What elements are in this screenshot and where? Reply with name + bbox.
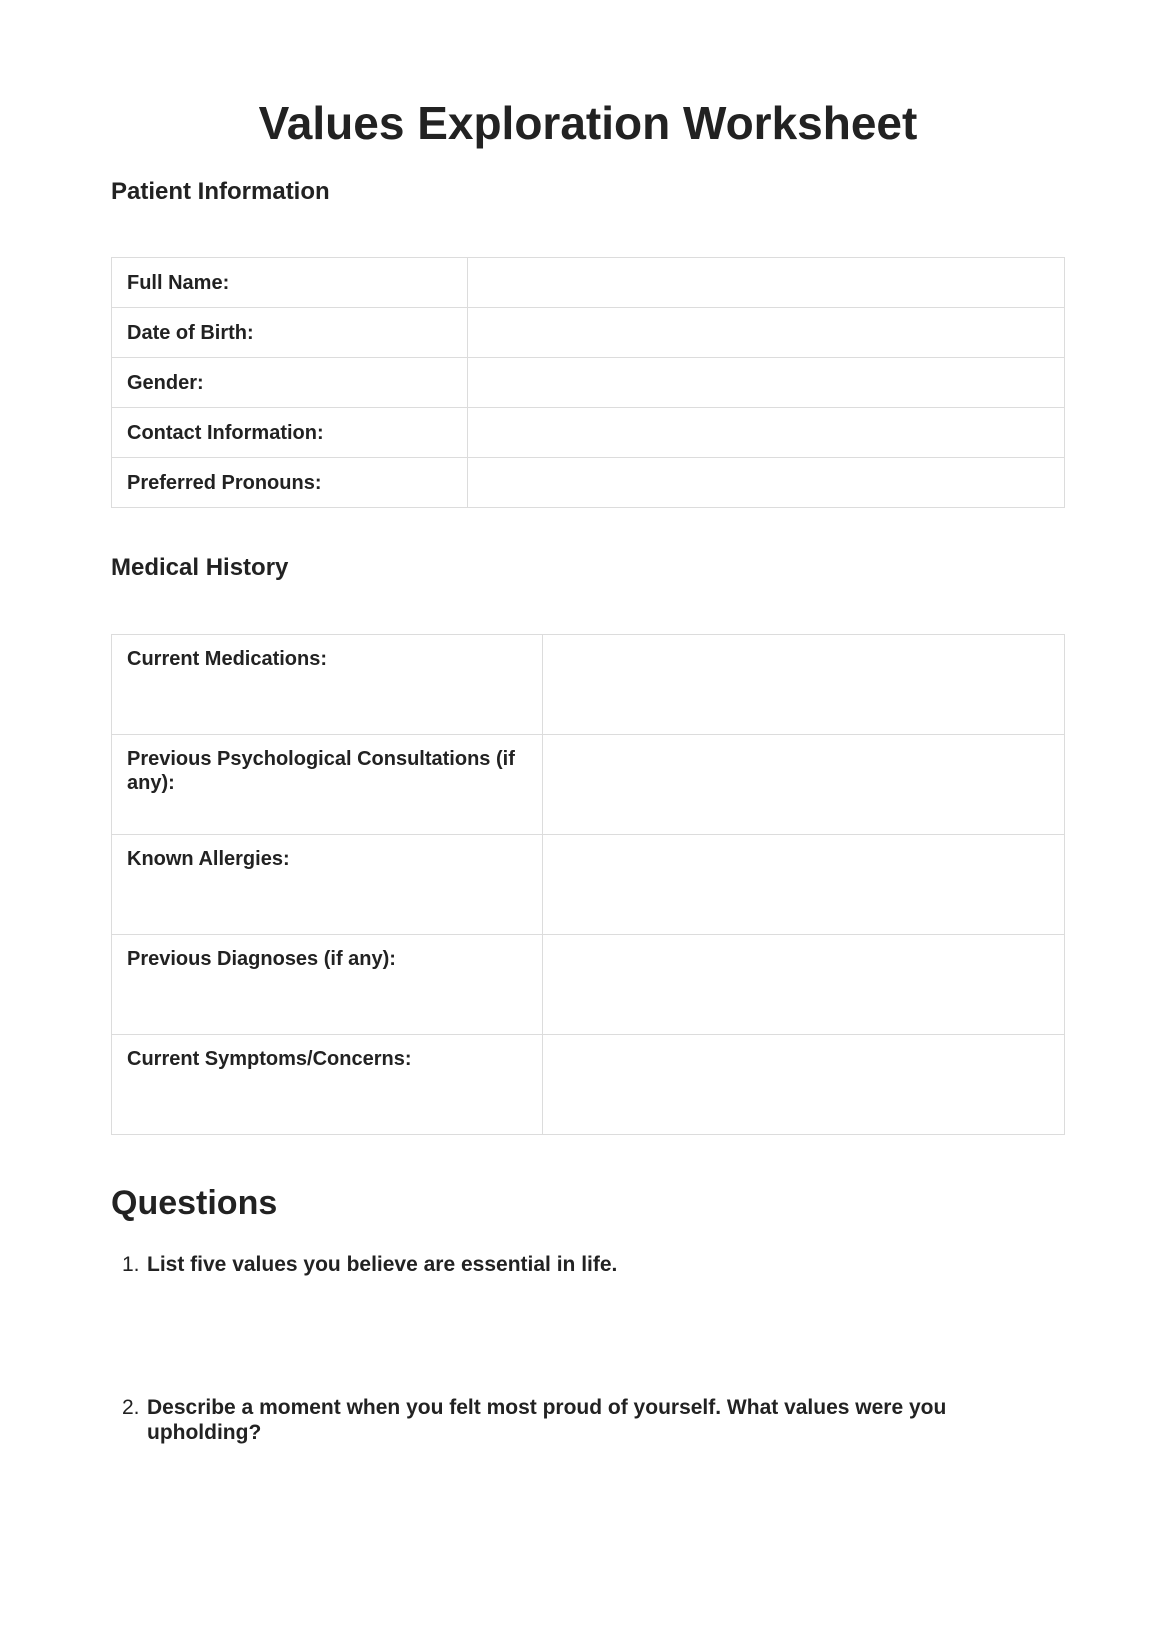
medical-history-heading: Medical History (111, 554, 289, 581)
field-label: Current Symptoms/Concerns: (112, 1035, 543, 1135)
field-label: Current Medications: (112, 635, 543, 735)
field-label: Gender: (112, 358, 468, 408)
consultations-field[interactable] (543, 735, 1065, 835)
date-of-birth-field[interactable] (468, 308, 1065, 358)
table-row (112, 358, 1065, 408)
field-label: Previous Psychological Consultations (if any): (112, 735, 543, 835)
medical-history-table (111, 634, 1065, 1135)
question-text: List five values you believe are essential in life. (147, 1253, 618, 1276)
table-row (112, 935, 1065, 1035)
table-row (112, 308, 1065, 358)
full-name-field[interactable] (468, 258, 1065, 308)
table-row (112, 735, 1065, 835)
contact-info-field[interactable] (468, 408, 1065, 458)
field-label: Previous Diagnoses (if any): (112, 935, 543, 1035)
question-number: 1. (122, 1253, 140, 1276)
table-row (112, 408, 1065, 458)
table-row (112, 458, 1065, 508)
diagnoses-field[interactable] (543, 935, 1065, 1035)
question-number: 2. (122, 1396, 140, 1419)
question-item (122, 1252, 1042, 1277)
field-label: Date of Birth: (112, 308, 468, 358)
question-text: Describe a moment when you felt most proud of yourself. What values were you upholding? (147, 1396, 947, 1444)
field-label: Known Allergies: (112, 835, 543, 935)
pronouns-field[interactable] (468, 458, 1065, 508)
field-label: Preferred Pronouns: (112, 458, 468, 508)
table-row (112, 835, 1065, 935)
symptoms-field[interactable] (543, 1035, 1065, 1135)
allergies-field[interactable] (543, 835, 1065, 935)
medications-field[interactable] (543, 635, 1065, 735)
field-label: Contact Information: (112, 408, 468, 458)
gender-field[interactable] (468, 358, 1065, 408)
page-title: Values Exploration Worksheet (258, 97, 918, 149)
questions-heading: Questions (111, 1184, 278, 1222)
field-label: Full Name: (112, 258, 468, 308)
question-item (122, 1395, 1042, 1445)
table-row (112, 258, 1065, 308)
table-row (112, 1035, 1065, 1135)
table-row (112, 635, 1065, 735)
patient-info-table (111, 257, 1065, 508)
patient-info-heading: Patient Information (111, 178, 330, 205)
